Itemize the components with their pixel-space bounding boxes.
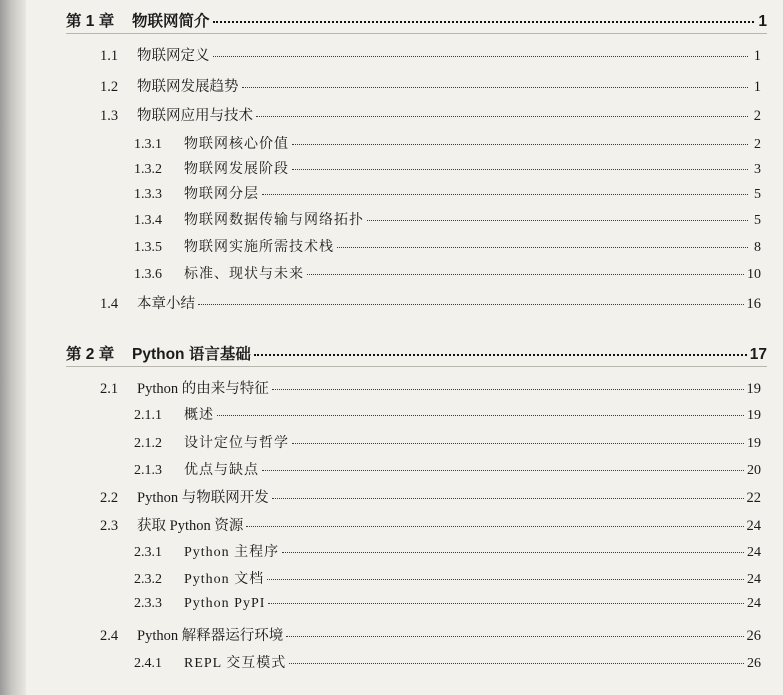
page-number: 1 [758, 13, 767, 30]
page-number: 24 [747, 545, 761, 560]
entry-title: 物联网发展趋势 [137, 79, 239, 95]
entry-number: 2.1.3 [134, 463, 162, 478]
entry-number: 2.1.1 [134, 408, 162, 423]
entry-number: 2.2 [100, 490, 119, 506]
toc-entry-section[interactable] [100, 377, 761, 398]
toc-entry-chapter[interactable] [66, 9, 767, 31]
entry-title: Python 主程序 [184, 545, 280, 560]
dot-leader [268, 603, 744, 604]
page-number: 19 [746, 381, 761, 397]
toc-entry-subsection[interactable] [134, 432, 761, 452]
entry-number: 2.4.1 [134, 656, 162, 671]
toc-entry-chapter[interactable] [66, 342, 767, 364]
entry-number: 2.3.2 [134, 572, 162, 587]
entry-title: Python 解释器运行环境 [137, 628, 284, 644]
entry-title: 物联网定义 [137, 48, 210, 64]
toc-entry-subsection[interactable] [134, 541, 761, 561]
toc-entry-subsection[interactable] [134, 596, 761, 612]
dot-leader [262, 470, 744, 471]
entry-number: 1.3.4 [134, 213, 162, 228]
toc-entry-subsection[interactable] [134, 133, 761, 153]
dot-leader [292, 144, 748, 145]
dot-leader [367, 220, 748, 221]
entry-title: 物联网发展阶段 [184, 162, 289, 177]
toc-entry-subsection[interactable] [134, 263, 761, 283]
toc-entry-subsection[interactable] [134, 404, 761, 424]
entry-number: 第 1 章 [66, 13, 115, 30]
toc-entry-section[interactable] [100, 75, 761, 96]
dot-leader [198, 304, 744, 305]
entry-title: 优点与缺点 [184, 463, 259, 478]
entry-title: 物联网应用与技术 [137, 108, 253, 124]
dot-leader [289, 663, 744, 664]
dot-leader [292, 443, 744, 444]
dot-leader [307, 274, 744, 275]
dot-leader [272, 389, 744, 390]
page-number: 19 [747, 436, 761, 451]
toc-entry-subsection[interactable] [134, 568, 761, 588]
entry-title: Python 文档 [184, 572, 265, 587]
entry-title: 物联网数据传输与网络拓扑 [184, 213, 364, 228]
entry-title: Python PyPI [184, 596, 266, 611]
entry-number: 2.3.1 [134, 545, 162, 560]
page-number: 26 [746, 628, 761, 644]
entry-number: 1.2 [100, 79, 119, 95]
toc-entry-section[interactable] [100, 292, 761, 313]
dot-leader [242, 87, 749, 88]
chapter-divider-rule [66, 33, 767, 34]
entry-title: 物联网简介 [132, 13, 210, 30]
entry-title: Python 的由来与特征 [137, 381, 269, 397]
entry-number: 1.3.5 [134, 240, 162, 255]
page-number: 24 [747, 572, 761, 587]
page-number: 2 [753, 108, 761, 124]
entry-number: 1.3.3 [134, 187, 162, 202]
entry-title: 概述 [184, 408, 214, 423]
dot-leader [213, 56, 749, 57]
entry-number: 1.3.2 [134, 162, 162, 177]
dot-leader [267, 579, 744, 580]
entry-number: 2.3.3 [134, 596, 162, 611]
page-number: 24 [746, 518, 761, 534]
dot-leader [272, 498, 744, 499]
entry-number: 1.4 [100, 296, 119, 312]
page-number: 8 [754, 240, 761, 255]
page-number: 22 [746, 490, 761, 506]
page-number: 3 [754, 162, 761, 177]
dot-leader [262, 194, 748, 195]
dot-leader [256, 116, 748, 117]
entry-number: 2.1 [100, 381, 119, 397]
toc-entry-subsection[interactable] [134, 209, 761, 229]
dot-leader [246, 526, 743, 527]
dot-leader [254, 354, 747, 356]
entry-number: 2.4 [100, 628, 119, 644]
entry-title: 物联网分层 [184, 187, 259, 202]
toc-entry-section[interactable] [100, 624, 761, 645]
entry-title: 物联网核心价值 [184, 137, 289, 152]
toc-entry-subsection[interactable] [134, 652, 761, 672]
page-number: 26 [747, 656, 761, 671]
entry-title: 标准、现状与未来 [184, 267, 304, 282]
toc-entry-subsection[interactable] [134, 236, 761, 256]
page-number: 17 [749, 346, 767, 363]
entry-number: 1.3.6 [134, 267, 162, 282]
entry-title: Python 语言基础 [132, 346, 251, 363]
dot-leader [292, 169, 748, 170]
entry-number: 1.3 [100, 108, 119, 124]
entry-title: 设计定位与哲学 [184, 436, 289, 451]
entry-title: REPL 交互模式 [184, 656, 287, 671]
toc-entry-section[interactable] [100, 44, 761, 65]
chapter-divider-rule [66, 366, 767, 367]
page-number: 19 [747, 408, 761, 423]
entry-number: 1.3.1 [134, 137, 162, 152]
toc-entry-section[interactable] [100, 104, 761, 125]
dot-leader [217, 415, 744, 416]
page-number: 5 [754, 213, 761, 228]
entry-title: 物联网实施所需技术栈 [184, 240, 334, 255]
dot-leader [337, 247, 748, 248]
entry-number: 第 2 章 [66, 346, 115, 363]
page-number: 5 [754, 187, 761, 202]
toc-entry-subsection[interactable] [134, 459, 761, 479]
page-number: 1 [753, 48, 761, 64]
entry-number: 2.1.2 [134, 436, 162, 451]
page-number: 2 [754, 137, 761, 152]
dot-leader [286, 636, 743, 637]
dot-leader [282, 552, 744, 553]
toc-entry-section[interactable] [100, 514, 761, 535]
toc-entry-subsection[interactable] [134, 183, 761, 203]
page-number: 24 [747, 596, 761, 611]
entry-title: 本章小结 [137, 296, 195, 312]
dot-leader [213, 21, 754, 23]
entry-title: Python 与物联网开发 [137, 490, 269, 506]
page-number: 10 [747, 267, 761, 282]
page-number: 1 [753, 79, 761, 95]
entry-number: 1.1 [100, 48, 119, 64]
entry-title: 获取 Python 资源 [137, 518, 244, 534]
toc-entry-section[interactable] [100, 486, 761, 507]
toc-entry-subsection[interactable] [134, 158, 761, 178]
page-number: 20 [747, 463, 761, 478]
page-number: 16 [746, 296, 761, 312]
entry-number: 2.3 [100, 518, 119, 534]
